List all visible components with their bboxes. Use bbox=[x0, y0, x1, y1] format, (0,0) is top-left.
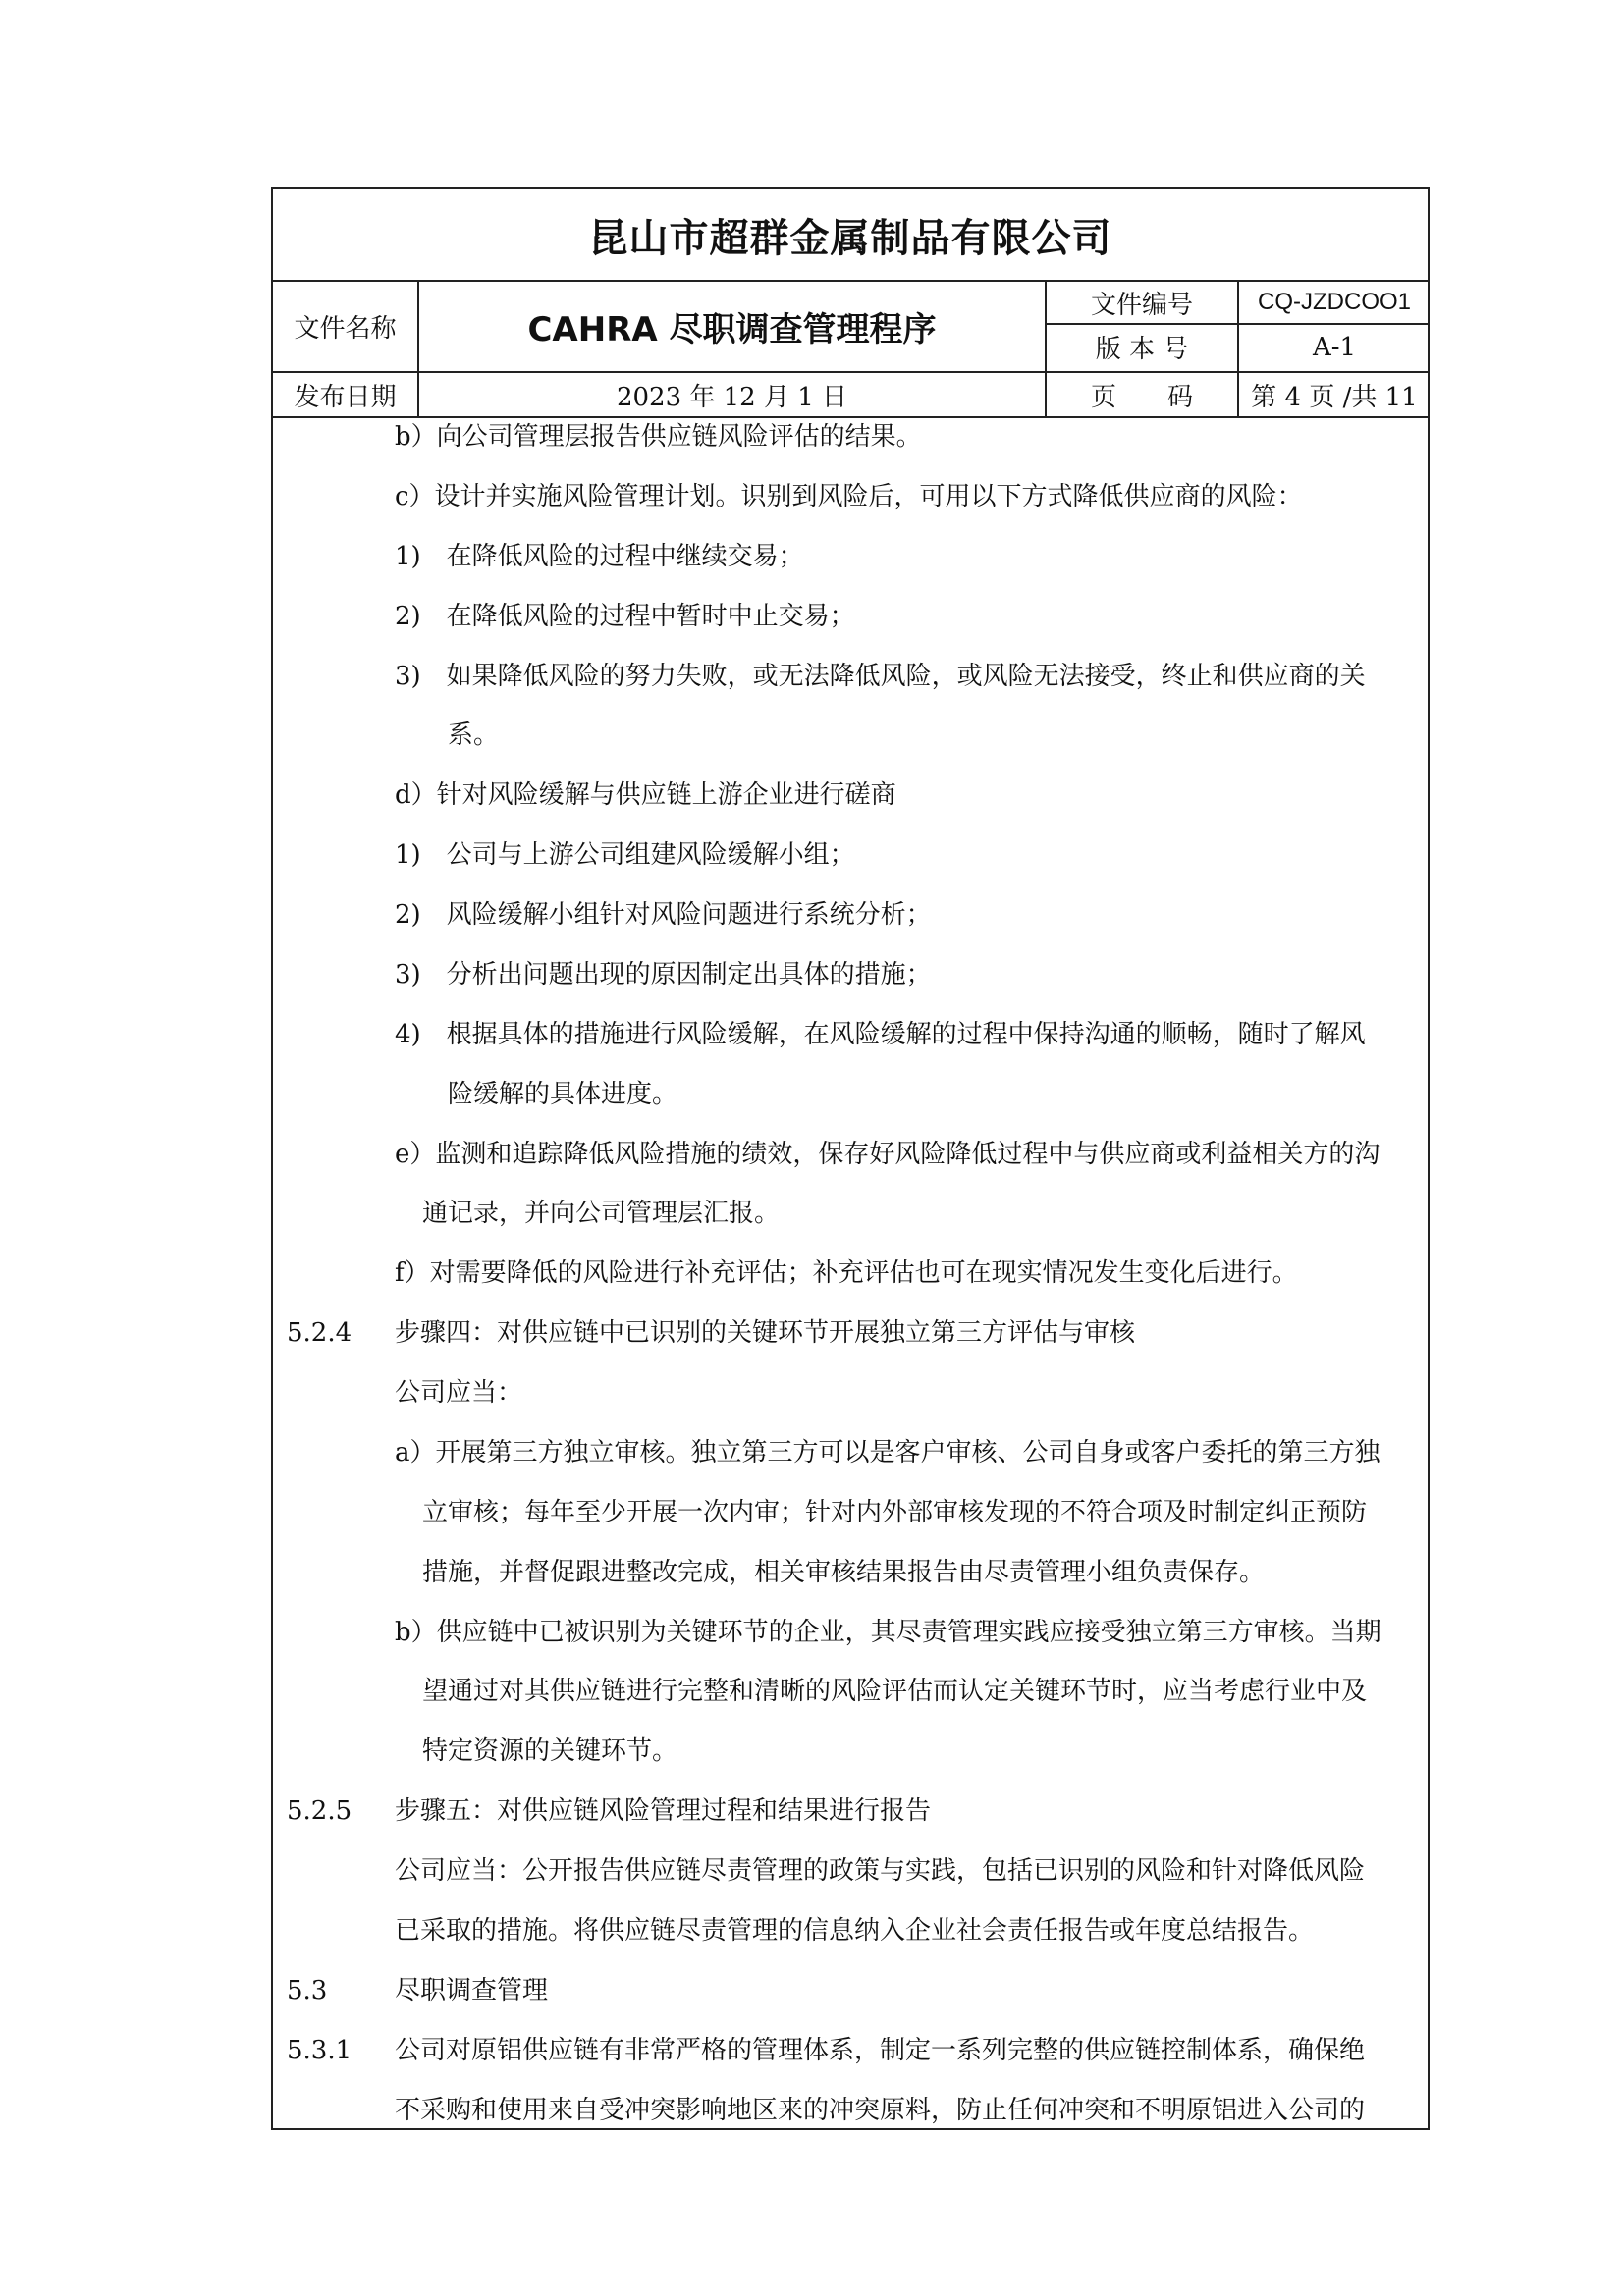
text-line: 3) 分析出问题出现的原因制定出具体的措施； bbox=[395, 960, 932, 989]
text-line: c）设计并实施风险管理计划。识别到风险后，可用以下方式降低供应商的风险： bbox=[395, 482, 1303, 511]
header-table-row-2 bbox=[273, 373, 1428, 418]
file-no-label: 文件编号 bbox=[1090, 290, 1193, 320]
text-line: 措施，并督促跟进整改完成，相关审核结果报告由尽责管理小组负责保存。 bbox=[422, 1558, 1266, 1587]
company-name: 昆山市超群金属制品有限公司 bbox=[588, 215, 1112, 261]
file-no-label-cell bbox=[1047, 282, 1237, 325]
text-line: b）向公司管理层报告供应链风险评估的结果。 bbox=[395, 422, 922, 452]
text-line: 通记录，并向公司管理层汇报。 bbox=[422, 1199, 781, 1228]
label-stack bbox=[1047, 282, 1239, 371]
text-line: a）开展第三方独立审核。独立第三方可以是客户审核、公司自身或客户委托的第三方独 bbox=[395, 1438, 1380, 1468]
page-value: 第 4 页 /共 11 bbox=[1251, 382, 1418, 412]
document-frame bbox=[271, 187, 1430, 2130]
text-line: 险缓解的具体进度。 bbox=[448, 1080, 678, 1109]
issue-date-value: 2023 年 12 月 1 日 bbox=[616, 382, 848, 412]
text-line: 公司应当：公开报告供应链尽责管理的政策与实践，包括已识别的风险和针对降低风险 bbox=[395, 1856, 1366, 1886]
text-line: 2) 在降低风险的过程中暂时中止交易； bbox=[395, 602, 855, 631]
text-line: 公司对原铝供应链有非常严格的管理体系，制定一系列完整的供应链控制体系，确保绝 bbox=[395, 2036, 1366, 2065]
issue-date-label: 发布日期 bbox=[294, 382, 397, 412]
version-value-cell bbox=[1239, 325, 1430, 369]
text-line: 1) 公司与上游公司组建风险缓解小组； bbox=[395, 840, 855, 870]
text-line: 望通过对其供应链进行完整和清晰的风险评估而认定关键环节时，应当考虑行业中及 bbox=[422, 1677, 1368, 1706]
text-line: 已采取的措施。将供应链尽责管理的信息纳入企业社会责任报告或年度总结报告。 bbox=[395, 1916, 1315, 1946]
section-number: 5.2.4 bbox=[287, 1318, 352, 1348]
text-line: 1) 在降低风险的过程中继续交易； bbox=[395, 542, 804, 571]
header-table-row-1 bbox=[273, 282, 1428, 373]
version-label: 版 本 号 bbox=[1095, 335, 1189, 364]
text-line: 系。 bbox=[448, 721, 500, 750]
text-line: d）针对风险缓解与供应链上游企业进行磋商 bbox=[395, 780, 896, 810]
text-line: 3) 如果降低风险的努力失败，或无法降低风险，或风险无法接受，终止和供应商的关 bbox=[395, 662, 1366, 691]
version-label-cell bbox=[1047, 325, 1237, 369]
section-number: 5.3.1 bbox=[287, 2036, 352, 2065]
page-label: 页 码 bbox=[1090, 382, 1193, 412]
value-stack bbox=[1239, 282, 1430, 371]
section-heading: 步骤四：对供应链中已识别的关键环节开展独立第三方评估与审核 bbox=[395, 1318, 1136, 1348]
doc-title: CAHRA 尽职调查管理程序 bbox=[527, 310, 937, 349]
section-heading: 尽职调查管理 bbox=[395, 1976, 549, 2005]
issue-date-value-cell bbox=[419, 373, 1047, 416]
text-line: 2) 风险缓解小组针对风险问题进行系统分析； bbox=[395, 900, 932, 930]
page-value-cell bbox=[1239, 373, 1430, 416]
file-no-value-cell bbox=[1239, 282, 1430, 325]
text-line: 4) 根据具体的措施进行风险缓解，在风险缓解的过程中保持沟通的顺畅，随时了解风 bbox=[395, 1020, 1366, 1049]
version-value: A-1 bbox=[1312, 332, 1357, 362]
section-heading: 步骤五：对供应链风险管理过程和结果进行报告 bbox=[395, 1796, 932, 1826]
text-line: b）供应链中已被识别为关键环节的企业，其尽责管理实践应接受独立第三方审核。当期 bbox=[395, 1618, 1381, 1647]
section-number: 5.3 bbox=[287, 1976, 328, 2005]
text-line: 立审核；每年至少开展一次内审；针对内外部审核发现的不符合项及时制定纠正预防 bbox=[422, 1498, 1368, 1527]
file-name-label: 文件名称 bbox=[294, 314, 397, 344]
text-line: 不采购和使用来自受冲突影响地区来的冲突原料，防止任何冲突和不明原铝进入公司的 bbox=[395, 2096, 1366, 2125]
page-label-cell bbox=[1047, 373, 1239, 416]
issue-date-label-cell bbox=[273, 373, 419, 416]
text-line: f）对需要降低的风险进行补充评估；补充评估也可在现实情况发生变化后进行。 bbox=[395, 1258, 1298, 1288]
text-line: 特定资源的关键环节。 bbox=[422, 1736, 678, 1766]
text-line: 公司应当： bbox=[395, 1378, 523, 1408]
section-number: 5.2.5 bbox=[287, 1796, 352, 1826]
file-name-label-cell bbox=[273, 282, 419, 371]
doc-title-cell bbox=[419, 282, 1047, 371]
company-header bbox=[273, 189, 1428, 282]
text-line: e）监测和追踪降低风险措施的绩效，保存好风险降低过程中与供应商或利益相关方的沟 bbox=[395, 1140, 1380, 1169]
file-no-value: CQ-JZDCOO1 bbox=[1258, 289, 1411, 315]
